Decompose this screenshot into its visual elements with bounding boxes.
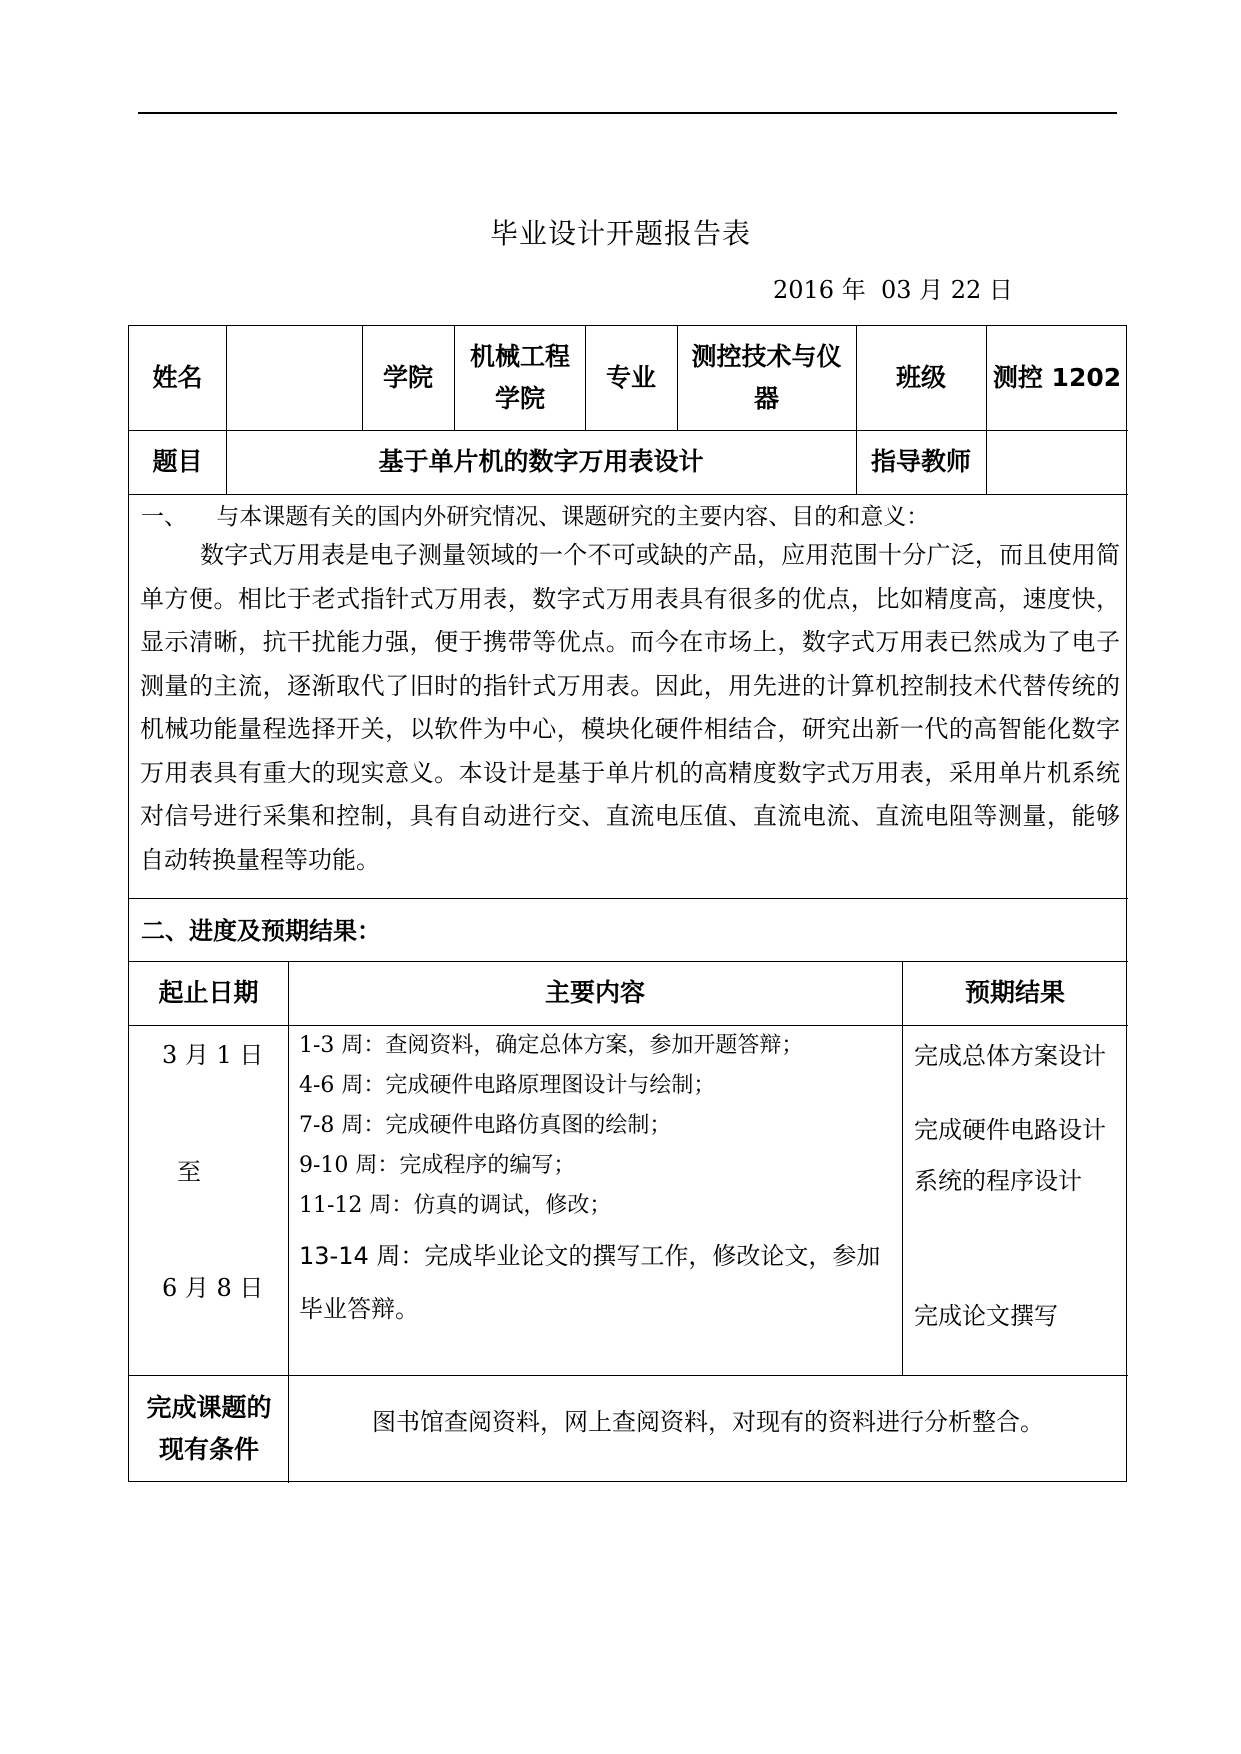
proposal-form	[128, 325, 1127, 1482]
section1-heading: 一、 与本课题有关的国内外研究情况、课题研究的主要内容、目的和意义：	[141, 504, 930, 530]
result-item: 完成硬件电路设计	[914, 1116, 1106, 1144]
name-value[interactable]	[226, 326, 362, 430]
major-value[interactable]: 测控技术与仪器	[691, 342, 842, 413]
date-start: 3 月 1 日	[162, 1041, 264, 1069]
date-to: 至	[177, 1158, 201, 1186]
col-dates-header: 起止日期	[158, 978, 259, 1007]
college-value[interactable]: 机械工程学院	[469, 342, 570, 413]
name-label: 姓名	[152, 363, 203, 392]
schedule-item: 7-8 周：完成硬件电路仿真图的绘制；	[299, 1113, 672, 1138]
advisor-value[interactable]	[986, 430, 1128, 494]
grid-line	[129, 898, 1128, 899]
college-label: 学院	[382, 363, 433, 392]
schedule-item: 4-6 周：完成硬件电路原理图设计与绘制；	[299, 1073, 716, 1098]
section2-heading: 二、进度及预期结果：	[141, 917, 381, 945]
class-label: 班级	[895, 363, 946, 392]
report-date: 2016 年 03 月 22 日	[773, 276, 1013, 304]
class-value[interactable]: 测控 1202	[992, 363, 1122, 392]
schedule-item: 1-3 周：查阅资料，确定总体方案，参加开题答辩；	[299, 1033, 804, 1058]
grid-line	[454, 326, 455, 430]
section1-body: 数字式万用表是电子测量领域的一个不可或缺的产品，应用范围十分广泛，而且使用简单方便。相比于老式指针式万用表，数字式万用表具有很多的优点，比如精度高，速度快，显示清晰，抗干扰能力强，便于携带等优点。而今在市场上，数字式万用表已然成为了电子测量的主流，逐渐取代了旧时的指针式万用表。因此，用先进的计算机控制技术代替传统的机械功能量程选择开关，以软件为中心，模块化硬件相结合，研究出新一代的高智能化数字万用表具有重大的现实意义。本设计是基于单片机的高精度数字式万用表，采用单片机系统对信号进行采集和控制，具有自动进行交、直流电压值、直流电流、直流电阻等测量，能够自动转换量程等功能。	[140, 541, 1120, 874]
col-content-header: 主要内容	[544, 978, 645, 1007]
major-label: 专业	[605, 363, 656, 392]
result-item: 完成总体方案设计	[914, 1042, 1106, 1070]
schedule-list	[299, 1026, 899, 1336]
conditions-label: 完成课题的现有条件	[146, 1393, 272, 1464]
date-end: 6 月 8 日	[162, 1274, 264, 1302]
grid-line	[677, 326, 678, 430]
topic-label: 题目	[152, 447, 203, 476]
result-item: 系统的程序设计	[914, 1167, 1082, 1195]
schedule-item: 11-12 周：仿真的调试，修改；	[299, 1193, 612, 1218]
header-rule	[138, 112, 1117, 114]
grid-line	[129, 494, 1128, 495]
conditions-value: 图书馆查阅资料，网上查阅资料，对现有的资料进行分析整合。	[372, 1407, 1044, 1436]
topic-value[interactable]: 基于单片机的数字万用表设计	[378, 447, 704, 476]
page-title: 毕业设计开题报告表	[489, 217, 751, 250]
col-results-header: 预期结果	[964, 978, 1065, 1007]
result-item: 完成论文撰写	[914, 1302, 1058, 1330]
schedule-item: 13-14 周：完成毕业论文的撰写工作，修改论文，参加毕业答辩。	[299, 1242, 881, 1323]
advisor-label: 指导教师	[870, 447, 971, 476]
schedule-item: 9-10 周：完成程序的编写；	[299, 1153, 576, 1178]
